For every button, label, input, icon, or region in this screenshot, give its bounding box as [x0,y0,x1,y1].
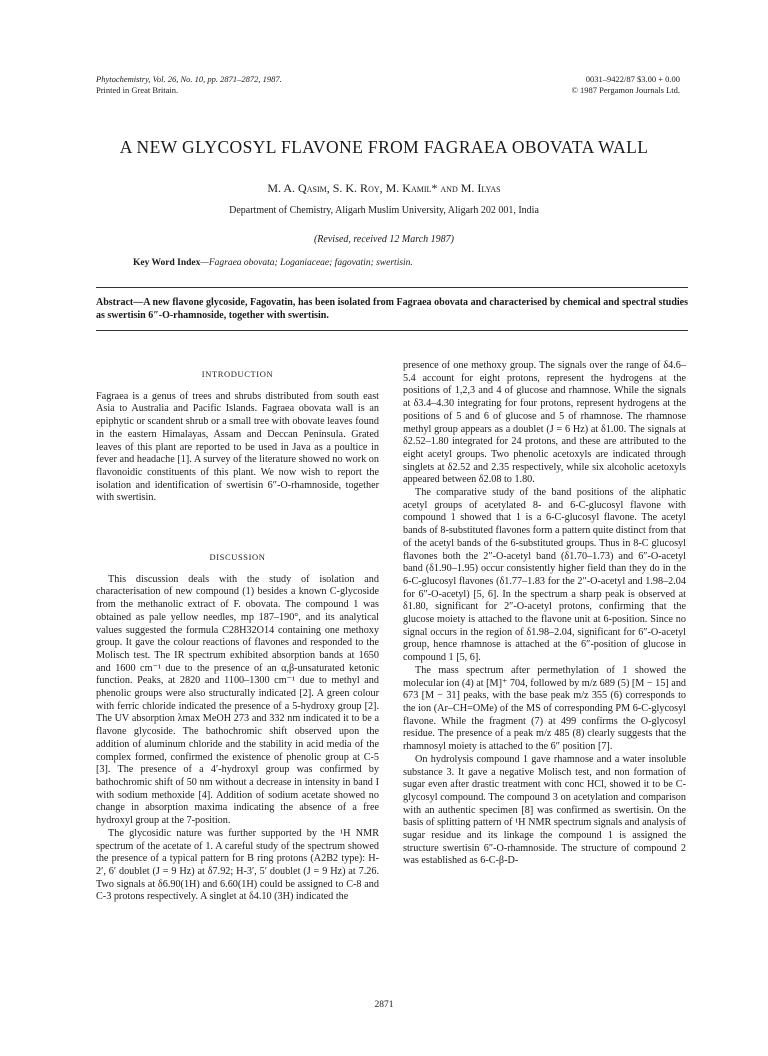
issn-price: 0031–9422/87 $3.00 + 0.00 [585,74,680,84]
abstract-bottom-rule [96,330,688,331]
author-list: M. A. Qasim, S. K. Roy, M. Kamil* and M. Ilyas [267,181,501,195]
discussion-paragraph-2: The glycosidic nature was further supported by the ¹H NMR spectrum of the acetate of 1. A careful study of the spectrum showed the presence of a typical pattern for B ring protons (A2B2 type): H-2′, 6′ doublet (J = 9 Hz) at δ7.92; H-3′, 5′ doublet (J = 9 Hz) at 7.26. Two signals at δ6.90(1H) and 6.60(1H) could be assigned to C-8 and C-3 protons respectively. A singlet at δ4.10 (3H) indicated the [96,827,379,903]
keyword-index [133,258,413,268]
left-column [96,360,379,904]
article-title: A NEW GLYCOSYL FLAVONE FROM FAGRAEA OBOVATA WALL [119,137,649,157]
right-paragraph-4: On hydrolysis compound 1 gave rhamnose and a water insoluble substance 3. It gave a negative Molisch test, and non formation of sugar even after drastic treatment with conc HCl, showed it to be C-glycosyl compound. The compound 3 on acetylation and comparison with an authentic specimen [8] was confirmed as swertisin. On the basis of splitting pattern of ¹H NMR spectrum signals and analysis of sugar residue and its linkage the compound 1 is assigned the structure swertisin 6″-O-rhamnoside. The structure of compound 2 was established as 6-C-β-D- [403,753,686,867]
abstract-text: —A new flavone glycoside, Fagovatin, has been isolated from Fagraea obovata and characterised by chemical and spectral studies as swertisin 6″-O-rhamnoside, together with swertisin. [96,297,688,321]
revised-date: (Revised, received 12 March 1987) [313,234,455,245]
discussion-paragraph-1: This discussion deals with the study of isolation and characterisation of new compound (1) besides a known C-glycoside from the methanolic extract of F. obovata. The compound 1 was obtained as pale yellow needles, mp 187–190°, and its analytical values suggested the formula C28H32O14 containing one methoxy group. It gave the colour reactions of flavones and responded to the Molisch test. The IR spectrum exhibited absorption bands at 1650 and 1600 cm⁻¹ due to the presence of an α,β-unsaturated ketonic function. Peaks, at 2820 and 1100–1300 cm⁻¹ due to methyl and phenolic groups were also structurally indicated [2]. A green colour with ferric chloride indicated the presence of a 5-hydroxy group [2]. The UV absorption λmax MeOH 273 and 332 nm indicated it to be a flavone glycoside. The bathochromic shift observed upon the addition of aluminum chloride and the stability in acid media of the complex formed, confirmed the existence of phenolic group at C-5 [3]. The presence of a 4′-hydroxyl group was confirmed by bathochromic shift of 50 nm without a decrease in intensity in band I with sodium methoxide [4]. Addition of sodium acetate showed no change in absorption maxima indicating the absence of a free hydroxyl group at the 7-position. [96,573,379,827]
section-gap [96,505,379,543]
journal-header [96,74,282,96]
page-number: 2871 [374,1000,394,1010]
discussion-heading: DISCUSSION [209,552,266,563]
printed-in: Printed in Great Britain. [96,85,179,95]
right-paragraph-3: The mass spectrum after permethylation of 1 showed the molecular ion (4) at [M]⁺ 704, followed by m/z 689 (5) [M − 15] and 673 [M − 31] peaks, with the base peak m/z 355 (6) corresponds to the ion (Ar–CH=OMe) of the MS of corresponding PM 6-C-glycosyl flavone. While the fragment (7) at 499 confirms the O-glycosyl residue. The presence of a peak m/z 485 (8) clearly suggests that the rhamnosyl moiety is attached to the 6″ position [7]. [403,664,687,753]
right-paragraph-1: presence of one methoxy group. The signals over the range of δ4.6–5.4 account for eight protons, represent the hydrogens at the positions of 1,2,3 and 4 of glucose and rhamnose. While the signals at δ3.4–4.30 integrating for four protons, represent hydrogens at the positions of 5 and 6 of glucose and 5 of rhamnose. The rhamnose methyl group appears as a doublet (J = 6 Hz) at δ1.00. The signals at δ2.52–1.80 integrated for 24 protons, and these are attributed to the eight acetyl groups. Two phenolic acetoxyls are indicated through singlets at δ2.52 and 2.35 respectively, while six alcoholic acetoxyls appeared between δ2.08 to 1.80. [403,360,686,486]
keyword-list: —Fagraea obovata; Loganiaceae; fagovatin; swertisin. [200,258,413,268]
abstract-top-rule [96,287,688,288]
copyright: © 1987 Pergamon Journals Ltd. [571,85,680,95]
keyword-label: Key Word Index [133,258,201,268]
introduction-text: Fagraea is a genus of trees and shrubs distributed from south east Asia to Australia and Pacific Islands. Fagraea obovata wall is an epiphytic or scandent shrub or a small tree with obovate leaves found in the eastern Himalayas, Assam and Deccan Peninsula. Grated leaves of this plant are reported to be used in Java as a poultice in fever and headache [1]. A survey of the literature showed no work on flavonoidic constituents of this plant. We now wish to report the isolation and identification of swertisin 6″-O-rhamnoside, together with swertisin. [96,390,379,504]
abstract [96,296,688,322]
journal-citation: Phytochemistry, Vol. 26, No. 10, pp. 2871–2872, 1987. [96,74,282,84]
price-header [571,74,680,96]
right-column [403,360,686,868]
affiliation: Department of Chemistry, Aligarh Muslim University, Aligarh 202 001, India [229,205,539,216]
right-paragraph-2: The comparative study of the band positions of the aliphatic acetyl groups of acetylated 8- and 6-C-glucosyl flavone with compound 1 showed that 1 is a 6-C-glucosyl flavone. The acetyl bands of 8-substituted flavones form a pattern quite distinct from that of the acetyl bands of the 6-substituted groups. Thus in 8-C glucosyl flavones both the 2″-O-acetyl band (δ1.70–1.73) and 6″-O-acetyl band (δ1.90–1.95) occur consistently higher field than they do in the 6-C-glucosyl flavones (δ1.77–1.83 for the 2″-O-acetyl and 1.98–2.04 for 6″-O-acetyl) [5, 6]. In the spectrum a sharp peak is observed at δ1.80, significant for 2″-O-acetyl protons, confirming that the glucose moiety is attached to the flavone unit at 6-position. Since no signal occurs in the region of δ1.98–2.04, significant for 6″-O-acetyl group, hence rhamnose is attached at the 6″-position of glucose in compound 1 [5, 6]. [403,487,686,664]
introduction-heading: INTRODUCTION [201,369,274,379]
abstract-label: Abstract [96,297,134,308]
